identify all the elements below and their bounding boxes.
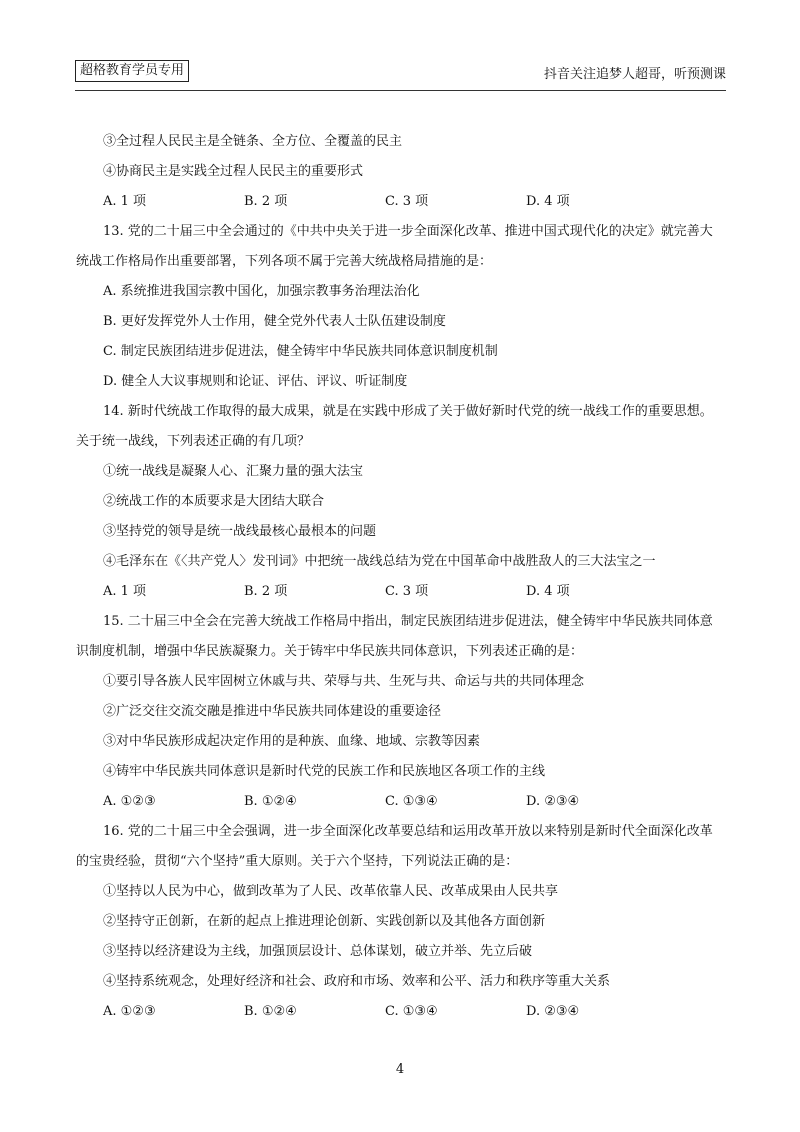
q12-option-d: D. 4 项: [526, 194, 570, 209]
q14-item-1: ①统一战线是凝聚人心、汇聚力量的强大法宝: [103, 464, 364, 479]
q15-stem-line-1: 15. 二十届三中全会在完善大统战工作格局中指出，制定民族团结进步促进法，健全铸牢中华民族共同体意: [103, 614, 713, 629]
q14-item-3: ③坚持党的领导是统一战线最核心最根本的问题: [103, 524, 377, 539]
q16-option-b: B. ①②④: [244, 1004, 297, 1019]
q13-choice-a: A. 系统推进我国宗教中国化，加强宗教事务治理法治化: [103, 284, 420, 299]
header-student-tag: 超格教育学员专用: [75, 60, 189, 82]
q15-item-2: ②广泛交往交流交融是推进中华民族共同体建设的重要途径: [103, 704, 442, 719]
q13-choice-c: C. 制定民族团结进步促进法，健全铸牢中华民族共同体意识制度机制: [103, 344, 498, 359]
q12-options: [103, 187, 726, 217]
q16-stem-line-2: 的宝贵经验，贯彻“六个坚持”重大原则。关于六个坚持，下列说法正确的是：: [76, 854, 519, 869]
q13-stem-line-2: 统战工作格局作出重要部署，下列各项不属于完善大统战格局措施的是：: [76, 254, 493, 269]
q15-item-4: ④铸牢中华民族共同体意识是新时代党的民族工作和民族地区各项工作的主线: [103, 764, 546, 779]
q16-item-1: ①坚持以人民为中心，做到改革为了人民、改革依靠人民、改革成果由人民共享: [103, 884, 559, 899]
q12-item-4: ④协商民主是实践全过程人民民主的重要形式: [103, 164, 364, 179]
q13-stem-line-1: 13. 党的二十届三中全会通过的《中共中央关于进一步全面深化改革、推进中国式现代化的决定》就完善大: [103, 224, 713, 239]
q15-stem-line-2: 识制度机制，增强中华民族凝聚力。关于铸牢中华民族共同体意识，下列表述正确的是：: [76, 644, 584, 659]
page-number: 4: [395, 1062, 405, 1077]
q14-item-2: ②统战工作的本质要求是大团结大联合: [103, 494, 325, 509]
q14-option-c: C. 3 项: [385, 584, 429, 599]
q12-option-b: B. 2 项: [244, 194, 288, 209]
q16-option-d: D. ②③④: [526, 1004, 580, 1019]
q14-item-4: ④毛泽东在《〈共产党人〉发刊词》中把统一战线总结为党在中国革命中战胜敌人的三大法宝之一: [103, 554, 656, 569]
q16-item-2: ②坚持守正创新，在新的起点上推进理论创新、实践创新以及其他各方面创新: [103, 914, 546, 929]
q12-option-c: C. 3 项: [385, 194, 429, 209]
q13-choice-d: D. 健全人大议事规则和论证、评估、评议、听证制度: [103, 374, 408, 389]
q15-option-b: B. ①②④: [244, 794, 297, 809]
q14-stem-line-2: 关于统一战线，下列表述正确的有几项？: [76, 434, 311, 449]
q13-choice-b: B. 更好发挥党外人士作用，健全党外代表人士队伍建设制度: [103, 314, 446, 329]
q14-option-a: A. 1 项: [103, 584, 147, 599]
q16-item-4: ④坚持系统观念，处理好经济和社会、政府和市场、效率和公平、活力和秩序等重大关系: [103, 974, 611, 989]
q12-option-a: A. 1 项: [103, 194, 147, 209]
q16-item-3: ③坚持以经济建设为主线，加强顶层设计、总体谋划，破立并举、先立后破: [103, 944, 533, 959]
q16-options: [103, 997, 726, 1027]
q16-option-c: C. ①③④: [385, 1004, 438, 1019]
q16-option-a: A. ①②③: [103, 1004, 156, 1019]
q15-option-c: C. ①③④: [385, 794, 438, 809]
header-promo-text: 抖音关注追梦人超哥，听预测课: [543, 67, 726, 82]
header-divider: [75, 90, 726, 91]
q14-stem-line-1: 14. 新时代统战工作取得的最大成果，就是在实践中形成了关于做好新时代党的统一战线工作的重要思想。: [103, 404, 713, 419]
q15-item-1: ①要引导各族人民牢固树立休戚与共、荣辱与共、生死与共、命运与共的共同体理念: [103, 674, 585, 689]
q15-options: [103, 787, 726, 817]
q12-item-3: ③全过程人民民主是全链条、全方位、全覆盖的民主: [103, 134, 403, 149]
exam-page-content: [76, 127, 726, 1027]
q15-item-3: ③对中华民族形成起决定作用的是种族、血缘、地域、宗教等因素: [103, 734, 481, 749]
q15-option-a: A. ①②③: [103, 794, 156, 809]
q14-option-d: D. 4 项: [526, 584, 570, 599]
q14-options: [103, 577, 726, 607]
q14-option-b: B. 2 项: [244, 584, 288, 599]
q15-option-d: D. ②③④: [526, 794, 580, 809]
q16-stem-line-1: 16. 党的二十届三中全会强调，进一步全面深化改革要总结和运用改革开放以来特别是新时代全面深化改革: [103, 824, 713, 839]
